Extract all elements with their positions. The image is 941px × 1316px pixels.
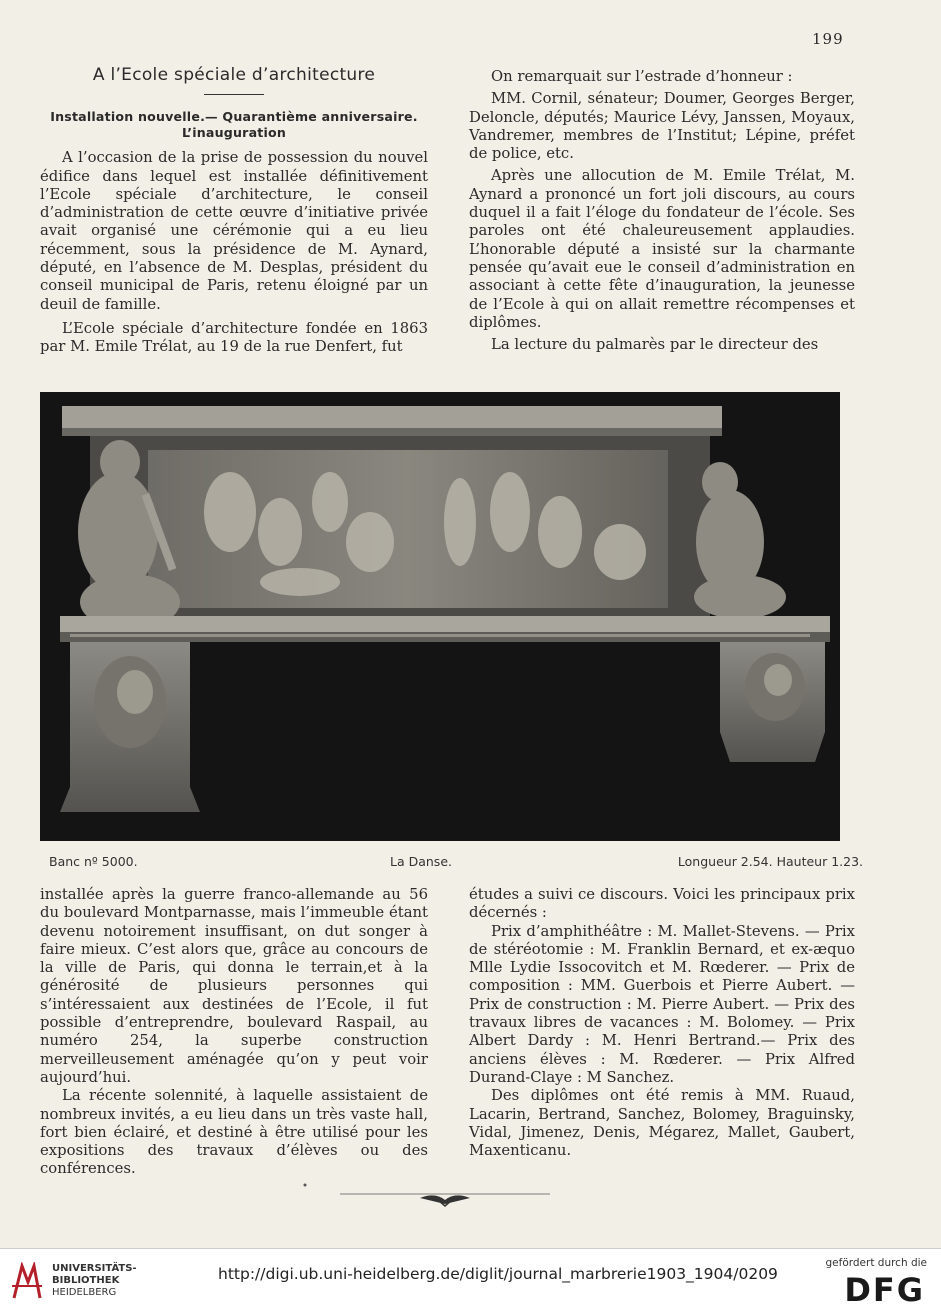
left-column-bottom: [40, 886, 428, 1179]
page-number: 199: [812, 30, 844, 48]
paragraph: L’Ecole spéciale d’architecture fondée en 1863 par M. Emile Trélat, au 19 de la rue Denfert, fut: [40, 319, 428, 356]
library-line-1: UNIVERSITÄTS-: [52, 1263, 137, 1274]
caption-dimensions: Longueur 2.54. Hauteur 1.23.: [677, 854, 863, 869]
paragraph: Après une allocution de M. Emile Trélat, M. Aynard a prononcé un fort joli discours, au cours duquel il a fait l’éloge du fondateur de l’école. Ses paroles ont été chaleureusement applaudies. L’honorable député a insisté sur la charmante pensée qu’avait eue le conseil d’administration en associant à cette fête d’inauguration, la jeunesse de l’Ecole à qui on allait remettre récompenses et diplômes.: [469, 167, 855, 331]
university-library-logo-icon: [10, 1262, 44, 1302]
library-line-2: BIBLIOTHEK: [52, 1275, 120, 1286]
article-subtitle: [40, 109, 428, 141]
end-ornament: [300, 1182, 590, 1212]
article-title: A l’Ecole spéciale d’architecture: [92, 65, 376, 85]
right-column-bottom: [469, 886, 855, 1160]
paragraph: La récente solennité, à laquelle assistaient de nombreux invités, a eu lieu dans un très vaste hall, fort bien éclairé, et destiné à être utilisé pour les expositions des travaux d’élèves ou des conférences.: [40, 1087, 428, 1178]
library-line-3: HEIDELBERG: [52, 1287, 117, 1298]
caption-model-number: Banc nº 5000.: [49, 854, 138, 869]
library-name: [52, 1263, 137, 1299]
paragraph: La lecture du palmarès par le directeur des: [491, 336, 819, 354]
permalink-url[interactable]: http://digi.ub.uni-heidelberg.de/diglit/journal_marbrerie1903_1904/0209: [218, 1265, 778, 1283]
bench-seat: [60, 616, 830, 632]
paragraph: installée après la guerre franco-allemande au 56 du boulevard Montparnasse, mais l’immeuble étant devenu notoirement insuffisant, on dut songer à faire mieux. C’est alors que, grâce au concours de la ville de Paris, qui donna le terrain,et à la générosité de plusieurs personnes qui s’intéressaient aux destinées de l’Ecole, il fut possible d’entreprendre, boulevard Raspail, au numéro 254, la superbe construction merveilleusement aménagée qu’on y peut voir aujourd’hui.: [40, 886, 428, 1086]
backrest-cornice: [62, 406, 722, 428]
paragraph: Prix d’amphithéâtre : M. Mallet-Stevens. — Prix de stéréotomie : M. Franklin Bernard, et ex-æquo Mlle Lydie Issocovitch et M. Rœderer. — Prix de composition : MM. Guerbois et Pierre Aubert. — Prix de construction : M. Pierre Aubert. — Prix des travaux libres de vacances : M. Bolomey. — Prix Albert Dardy : M. Henri Bertrand.— Prix des anciens élèves : M. Rœderer. — Prix Alfred Durand-Claye : M Sanchez.: [469, 922, 855, 1086]
bench-photograph: [40, 392, 840, 841]
left-column-top: [40, 66, 428, 357]
funded-by-label: gefördert durch die: [825, 1257, 927, 1269]
paragraph: Des diplômes ont été remis à MM. Ruaud, Lacarin, Bertrand, Sanchez, Bolomey, Braguinsky, Vidal, Jimenez, Denis, Mégarez, Mallet, Gaubert, Maxenticanu.: [469, 1087, 855, 1160]
paragraph: études a suivi ce discours. Voici les principaux prix décernés :: [469, 886, 855, 922]
right-column-top: [469, 68, 855, 354]
paragraph: A l’occasion de la prise de possession du nouvel édifice dans lequel est installée définitivement l’Ecole spéciale d’architecture, le conseil d’administration de cette œuvre d’initiative privée avait organisé une cérémonie qui a eu lieu récemment, sous la présidence de M. Aynard, député, en l’absence de M. Desplas, président du conseil municipal de Paris, retenu éloigné par un deuil de famille.: [40, 149, 428, 313]
paragraph: On remarquait sur l’estrade d’honneur :: [491, 68, 793, 85]
title-rule: [204, 94, 264, 95]
caption-title: La Danse.: [390, 854, 452, 869]
subtitle-line-2: L’inauguration: [181, 125, 287, 141]
digitization-footer: [0, 1248, 941, 1316]
paragraph: MM. Cornil, sénateur; Doumer, Georges Berger, Deloncle, députés; Maurice Lévy, Janssen, Moyaux, Vandremer, membres de l’Institut; Lépine, préfet de police, etc.: [469, 90, 855, 163]
bench-illustration: [40, 392, 840, 841]
dfg-logo: DFG: [844, 1271, 925, 1309]
subtitle-line-1: Installation nouvelle.— Quarantième anniversaire.: [50, 109, 418, 125]
